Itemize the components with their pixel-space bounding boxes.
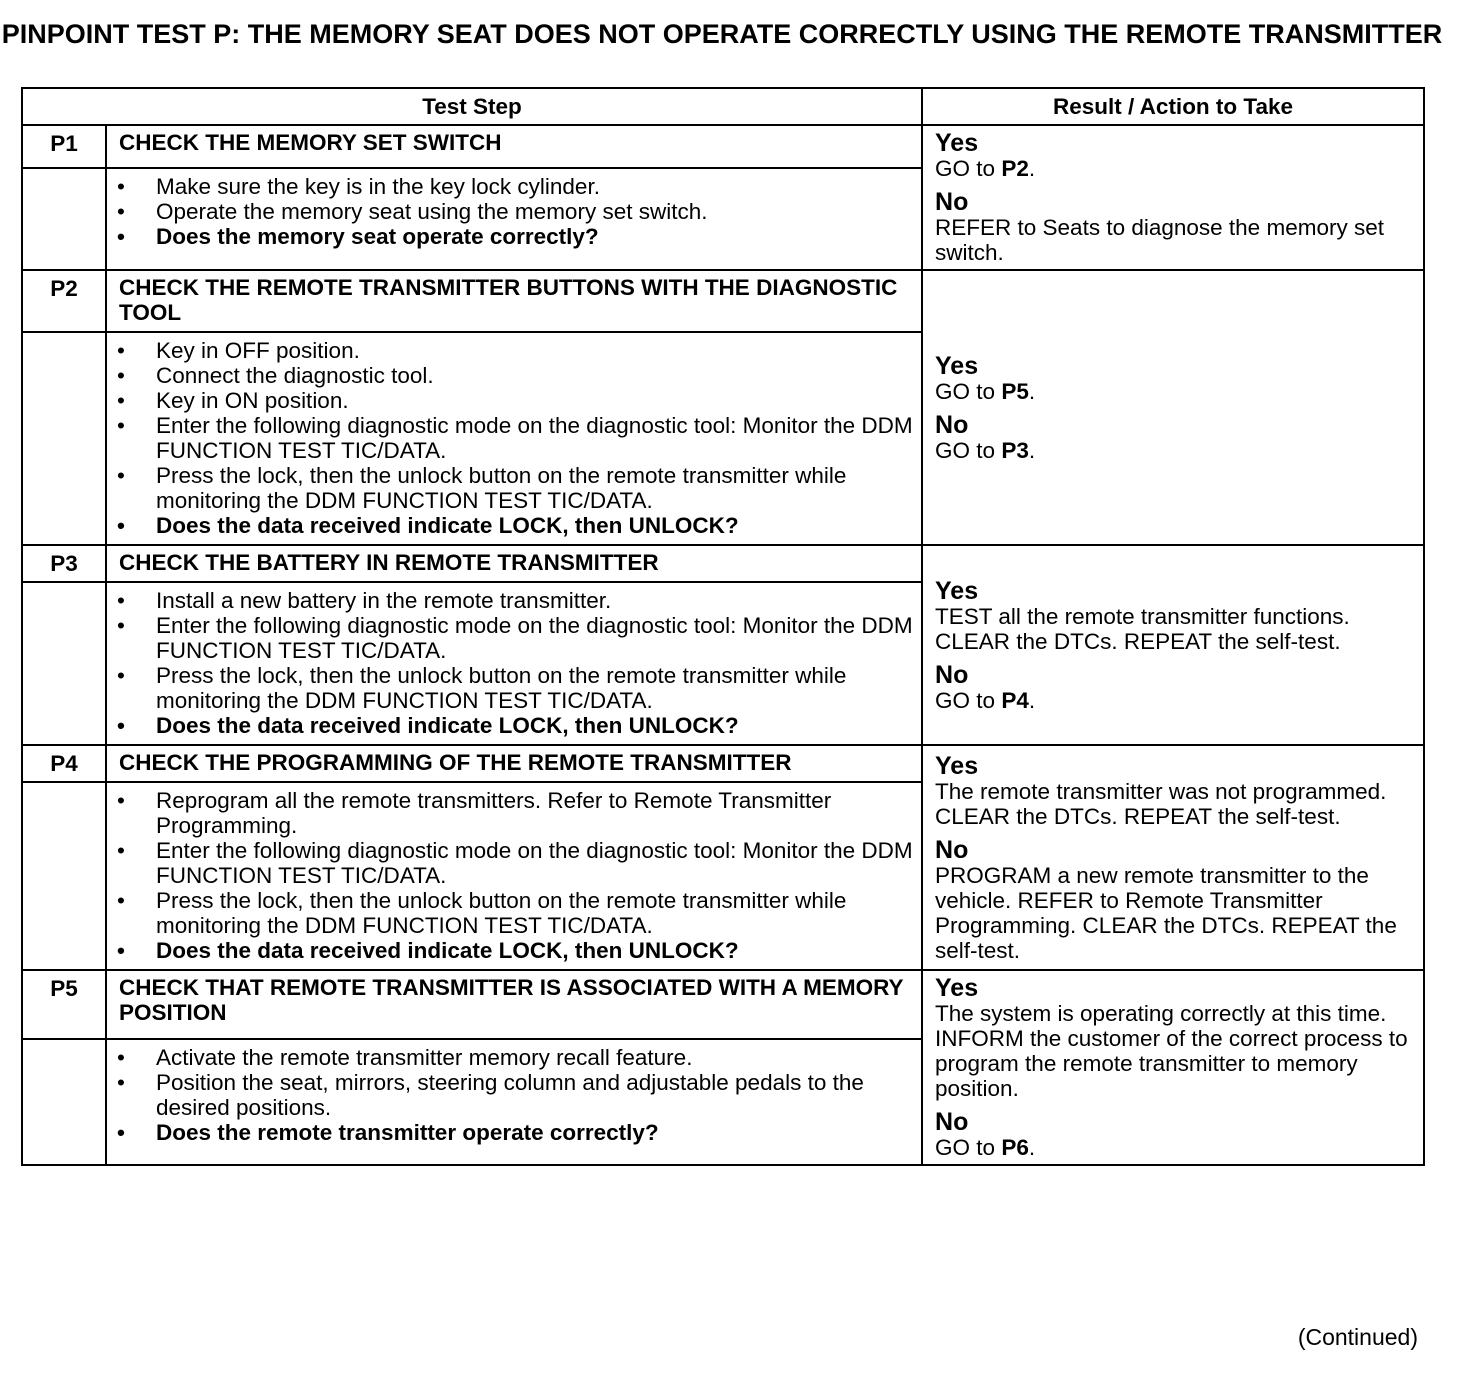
step-id: P3 (22, 545, 106, 582)
no-action-text: GO to (935, 1135, 996, 1160)
step-title: CHECK THAT REMOTE TRANSMITTER IS ASSOCIATED WITH A MEMORY POSITION (106, 970, 922, 1039)
yes-label: Yes (935, 974, 979, 1002)
step-row-p4 (22, 745, 1424, 782)
step-row-p3 (22, 545, 1424, 582)
step-question: • Does the remote transmitter operate correctly? (107, 1120, 913, 1145)
instruction-item: • Operate the memory seat using the memory set switch. (107, 199, 913, 224)
no-action (935, 215, 1419, 265)
yes-action (935, 604, 1419, 654)
step-title: CHECK THE PROGRAMMING OF THE REMOTE TRANSMITTER (106, 745, 922, 782)
step-row-p2 (22, 270, 1424, 332)
step-id-spacer (22, 1039, 106, 1165)
instruction-item: • Key in OFF position. (107, 338, 913, 363)
yes-action: GO to P5. (935, 378, 1036, 404)
step-id: P5 (22, 970, 106, 1039)
page-title: PINPOINT TEST P: THE MEMORY SEAT DOES NOT OPERATE CORRECTLY USING THE REMOTE TRANSMITTER (1, 19, 1443, 49)
instruction-item: • Press the lock, then the unlock button on the remote transmitter while monitoring the DDM FUNCTION TEST TIC/DATA. (107, 663, 913, 713)
instruction-list (107, 788, 913, 963)
no-step-ref: P6 (1001, 1135, 1029, 1160)
instruction-item: • Enter the following diagnostic mode on the diagnostic tool: Monitor the DDM FUNCTION TEST TIC/DATA. (107, 613, 913, 663)
instruction-list (107, 338, 913, 538)
step-result (922, 270, 1424, 545)
yes-action (935, 1001, 1419, 1101)
yes-action: GO to P2. (935, 156, 1036, 181)
step-result (922, 125, 1424, 270)
step-id: P2 (22, 270, 106, 332)
header-result: Result / Action to Take (922, 88, 1424, 125)
yes-step-ref: P2 (1001, 156, 1029, 181)
yes-label: Yes (935, 129, 979, 157)
step-id-spacer (22, 782, 106, 970)
yes-action (935, 779, 1419, 829)
step-row-p5 (22, 970, 1424, 1039)
pinpoint-test-table (21, 87, 1425, 1166)
step-id: P4 (22, 745, 106, 782)
continued-label: (Continued) (1297, 1324, 1418, 1350)
no-step-ref: P3 (1001, 437, 1029, 463)
instruction-item: • Press the lock, then the unlock button on the remote transmitter while monitoring the DDM FUNCTION TEST TIC/DATA. (107, 888, 913, 938)
step-instructions (106, 582, 922, 745)
instruction-item: • Enter the following diagnostic mode on the diagnostic tool: Monitor the DDM FUNCTION TEST TIC/DATA. (107, 838, 913, 888)
step-title: CHECK THE BATTERY IN REMOTE TRANSMITTER (106, 545, 922, 582)
no-step-ref: P4 (1001, 687, 1029, 713)
step-id-spacer (22, 582, 106, 745)
instruction-item: • Activate the remote transmitter memory recall feature. (107, 1045, 913, 1070)
instruction-item: • Enter the following diagnostic mode on the diagnostic tool: Monitor the DDM FUNCTION TEST TIC/DATA. (107, 413, 913, 463)
step-question: • Does the data received indicate LOCK, then UNLOCK? (107, 938, 913, 963)
step-question: • Does the data received indicate LOCK, then UNLOCK? (107, 713, 913, 738)
no-action: GO to P4. (935, 687, 1036, 713)
step-instructions (106, 168, 922, 270)
table-header-row (22, 88, 1424, 125)
no-label: No (935, 660, 969, 689)
no-action-text: GO to (935, 437, 996, 463)
instruction-item: • Press the lock, then the unlock button on the remote transmitter while monitoring the DDM FUNCTION TEST TIC/DATA. (107, 463, 913, 513)
yes-label: Yes (935, 351, 979, 380)
table-body (22, 125, 1424, 1165)
no-action-text: REFER to Seats to diagnose the memory set switch. (935, 215, 1384, 265)
yes-action-text: The system is operating correctly at this time. INFORM the customer of the correct process to program the remote transmitter to memory position. (935, 1001, 1408, 1101)
no-action-text: GO to (935, 687, 996, 713)
step-result (922, 745, 1424, 970)
no-label: No (935, 1108, 969, 1136)
step-title: CHECK THE REMOTE TRANSMITTER BUTTONS WITH THE DIAGNOSTIC TOOL (106, 270, 922, 332)
instruction-item: • Install a new battery in the remote transmitter. (107, 588, 913, 613)
yes-action-text: GO to (935, 156, 996, 181)
instruction-list (107, 1045, 913, 1145)
step-title: CHECK THE MEMORY SET SWITCH (106, 125, 922, 168)
step-instructions (106, 332, 922, 545)
no-action-text: PROGRAM a new remote transmitter to the vehicle. REFER to Remote Transmitter Programming. CLEAR the DTCs. REPEAT the self-test. (935, 862, 1397, 963)
no-label: No (935, 835, 969, 864)
step-instructions (106, 1039, 922, 1165)
step-id-spacer (22, 332, 106, 545)
step-question: • Does the memory seat operate correctly? (107, 224, 913, 249)
step-result (922, 545, 1424, 745)
no-action (935, 863, 1419, 963)
step-instructions (106, 782, 922, 970)
yes-action-text: GO to (935, 378, 996, 404)
instruction-item: • Connect the diagnostic tool. (107, 363, 913, 388)
instruction-list (107, 174, 913, 249)
instruction-item: • Reprogram all the remote transmitters. Refer to Remote Transmitter Programming. (107, 788, 913, 838)
step-row-p1 (22, 125, 1424, 168)
step-result (922, 970, 1424, 1165)
no-action: GO to P3. (935, 437, 1036, 463)
yes-label: Yes (935, 751, 979, 780)
instruction-item: • Position the seat, mirrors, steering column and adjustable pedals to the desired positions. (107, 1070, 913, 1120)
yes-action-text: The remote transmitter was not programmed. CLEAR the DTCs. REPEAT the self-test. (935, 778, 1387, 829)
no-action: GO to P6. (935, 1135, 1036, 1160)
yes-label: Yes (935, 576, 979, 605)
header-test-step: Test Step (22, 88, 922, 125)
step-question: • Does the data received indicate LOCK, then UNLOCK? (107, 513, 913, 538)
yes-step-ref: P5 (1001, 378, 1029, 404)
no-label: No (935, 188, 969, 216)
step-id: P1 (22, 125, 106, 168)
instruction-list (107, 588, 913, 738)
yes-action-text: TEST all the remote transmitter functions. CLEAR the DTCs. REPEAT the self-test. (935, 603, 1350, 654)
step-id-spacer (22, 168, 106, 270)
instruction-item: • Make sure the key is in the key lock cylinder. (107, 174, 913, 199)
no-label: No (935, 410, 969, 439)
instruction-item: • Key in ON position. (107, 388, 913, 413)
